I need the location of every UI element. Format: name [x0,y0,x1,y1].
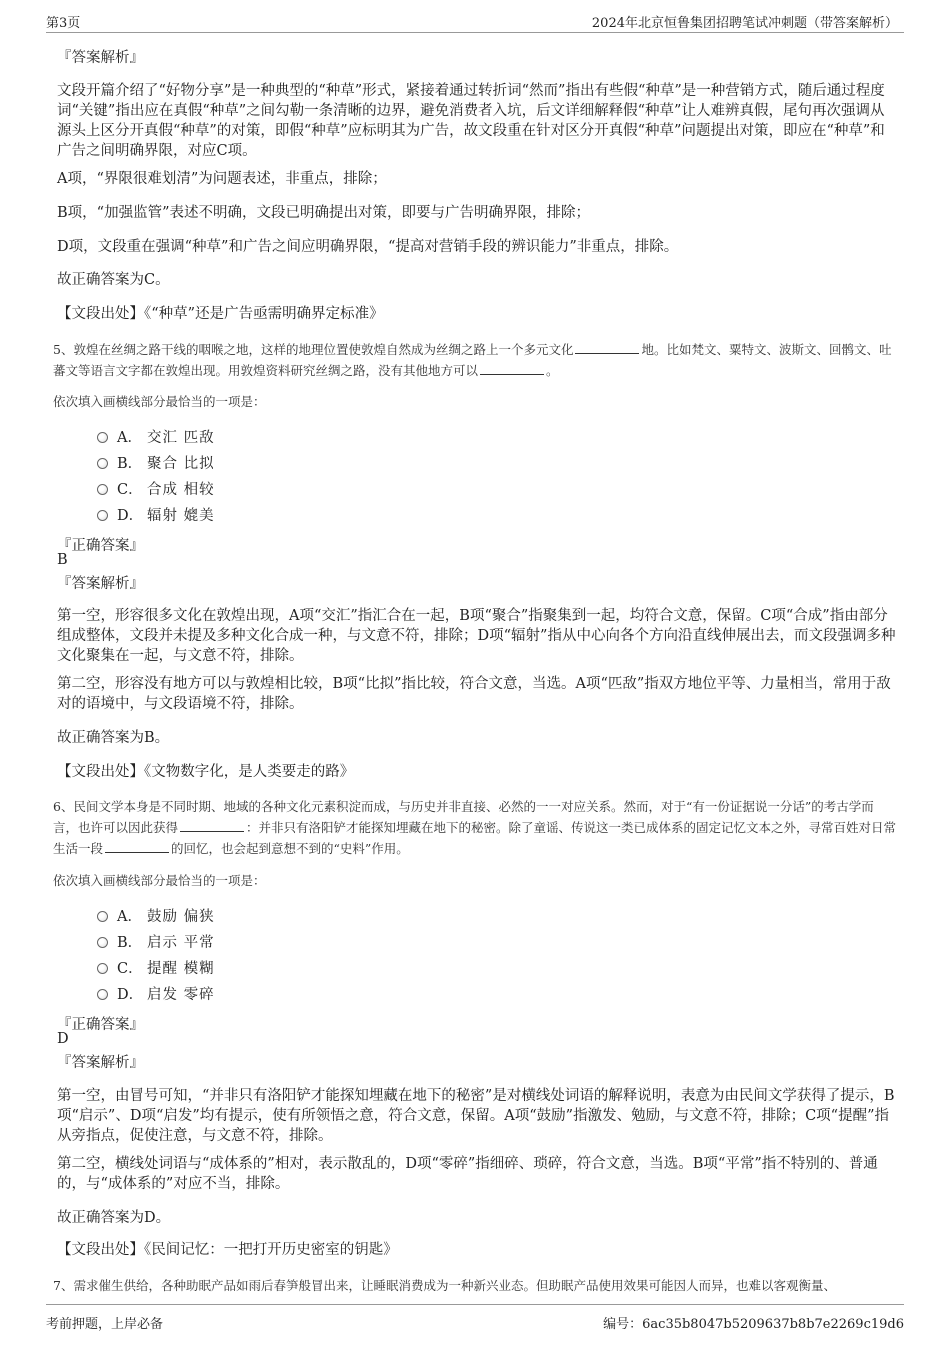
option-letter: A． [117,430,142,446]
analysis-paragraph: B项，“加强监管”表述不明确，文段已明确提出对策，即要与广告明确界限，排除； [57,205,590,221]
option-a[interactable] [97,905,215,926]
stem-text: ：并非只有洛阳铲才能探知埋藏在地下的秘密。除了童谣、传说这一类已成体系的固定记忆文本之外，寻常百姓对日常生活一段 [53,820,897,856]
stem-text: 地。比如梵文、粟特文、波斯文、回鹘文、吐蕃文等语言文字都在敦煌出现。用敦煌资料研究丝绸之路，没有其他地方可以 [53,342,892,378]
option-a[interactable] [97,426,215,447]
radio-icon[interactable] [97,510,108,521]
radio-icon[interactable] [97,458,108,469]
conclusion: 故正确答案为D。 [57,1210,171,1226]
stem-text: 6、民间文学本身是不同时期、地域的各种文化元素积淀而成，与历史并非直接、必然的一一对应关系。然而，对于“有一份证据说一分话”的考古学而言，也许可以因此获得 [53,799,874,835]
question-instruction: 依次填入画横线部分最恰当的一项是： [53,394,266,409]
option-letter: A． [117,909,142,925]
option-letter: D． [117,987,144,1003]
option-letter: C． [117,961,143,977]
analysis-paragraph: 文段开篇介绍了“好物分享”是一种典型的“种草”形式，紧接着通过转折词“然而”指出有些假“种草”是一种营销方式，随后通过程度词“关键”指出应在真假“种草”之间勾勒一条清晰的边界，避免消费者入坑，后文详细解释假“种草”让人难辨真假，尾句再次强调从源头上区分开真假“种草”的对策，即假“种草”应标明其为广告，故文段重在针对区分开真假“种草”问题提出对策，即应在“种草”和广告之间明确界限，对应C项。 [57,83,885,159]
option-text: 聚合 比拟 [147,456,215,472]
option-d[interactable] [97,983,215,1004]
document-id: 编号：6ac35b8047b5209637b8b7e2269c19d6 [603,1317,904,1332]
conclusion: 故正确答案为C。 [57,272,170,288]
question-instruction: 依次填入画横线部分最恰当的一项是： [53,873,266,888]
analysis-paragraph: 第二空，形容没有地方可以与敦煌相比较，B项“比拟”指比较，符合文意，当选。A项“匹敌”指双方地位平等、力量相当，常用于敌对的语境中，与文段语境不符，排除。 [57,676,891,712]
radio-icon[interactable] [97,937,108,948]
correct-answer: B [57,552,68,568]
answer-analysis-label: 『答案解析』 [57,1055,144,1071]
source-citation: 【文段出处】《“种草”还是广告亟需明确界定标准》 [57,306,384,322]
correct-answer-label: 『正确答案』 [57,1017,144,1033]
analysis-paragraph: 第二空，横线处词语与“成体系的”相对，表示散乱的，D项“零碎”指细碎、琐碎，符合文意，当选。B项“平常”指不特别的、普通的，与“成体系的”对应不当，排除。 [57,1156,878,1192]
option-text: 交汇 匹敌 [147,430,215,446]
stem-text: 5、敦煌在丝绸之路干线的咽喉之地，这样的地理位置使敦煌自然成为丝绸之路上一个多元文化 [53,342,574,357]
analysis-paragraph: 第一空，形容很多文化在敦煌出现，A项“交汇”指汇合在一起，B项“聚合”指聚集到一起，均符合文意，保留。C项“合成”指由部分组成整体，文段并未提及多种文化合成一种，与文意不符，排除；D项“辐射”指从中心向各个方向沿直线伸展出去，而文段强调多种文化聚集在一起，与文意不符，排除。 [57,608,896,664]
footer-slogan: 考前押题，上岸必备 [46,1317,164,1332]
radio-icon[interactable] [97,989,108,1000]
option-b[interactable] [97,452,215,473]
option-text: 启示 平常 [147,935,215,951]
page-footer [46,1304,904,1341]
analysis-paragraph: A项，“界限很难划清”为问题表述，非重点，排除； [57,171,387,187]
option-text: 鼓励 偏狭 [147,909,215,925]
option-letter: D． [117,508,144,524]
conclusion: 故正确答案为B。 [57,730,170,746]
option-letter: B． [117,935,143,951]
option-c[interactable] [97,957,215,978]
stem-text: 。 [546,363,559,378]
page-number: 第3页 [46,16,81,31]
option-d[interactable] [97,504,215,525]
option-text: 启发 零碎 [147,987,215,1003]
option-letter: C． [117,482,143,498]
question-stem: 7、需求催生供给，各种助眠产品如雨后春笋般冒出来，让睡眠消费成为一种新兴业态。但助眠产品使用效果可能因人而异，也难以客观衡量、 [53,1278,836,1293]
answer-analysis-label: 『答案解析』 [57,576,144,592]
analysis-paragraph: 第一空，由冒号可知，“并非只有洛阳铲才能探知埋藏在地下的秘密”是对横线处词语的解释说明，表意为由民间文学获得了提示，B项“启示”、D项“启发”均有提示，使有所领悟之意，符合文意，保留。A项“鼓励”指激发、勉励，与文意不符，排除；C项“提醒”指从旁指点，促使注意，与文意不符，排除。 [57,1088,895,1144]
option-letter: B． [117,456,143,472]
option-text: 合成 相较 [147,482,215,498]
answer-blank [180,819,244,832]
correct-answer-label: 『正确答案』 [57,538,144,554]
option-text: 提醒 模糊 [147,961,215,977]
radio-icon[interactable] [97,911,108,922]
radio-icon[interactable] [97,432,108,443]
radio-icon[interactable] [97,963,108,974]
stem-text: 的回忆，也会起到意想不到的“史料”作用。 [171,841,409,856]
answer-blank [480,362,544,375]
correct-answer: D [57,1031,69,1047]
answer-blank [575,341,639,354]
option-b[interactable] [97,931,215,952]
answer-analysis-label: 『答案解析』 [57,50,144,66]
source-citation: 【文段出处】《文物数字化，是人类要走的路》 [57,764,355,780]
radio-icon[interactable] [97,484,108,495]
document-title: 2024年北京恒鲁集团招聘笔试冲刺题（带答案解析） [591,16,898,31]
analysis-paragraph: D项，文段重在强调“种草”和广告之间应明确界限，“提高对营销手段的辨识能力”非重点，排除。 [57,239,679,255]
option-text: 辐射 媲美 [147,508,215,524]
option-c[interactable] [97,478,215,499]
question-stem [53,339,897,381]
answer-blank [105,840,169,853]
page-header [46,10,904,33]
question-stem [53,796,897,859]
source-citation: 【文段出处】《民间记忆：一把打开历史密室的钥匙》 [57,1242,398,1258]
